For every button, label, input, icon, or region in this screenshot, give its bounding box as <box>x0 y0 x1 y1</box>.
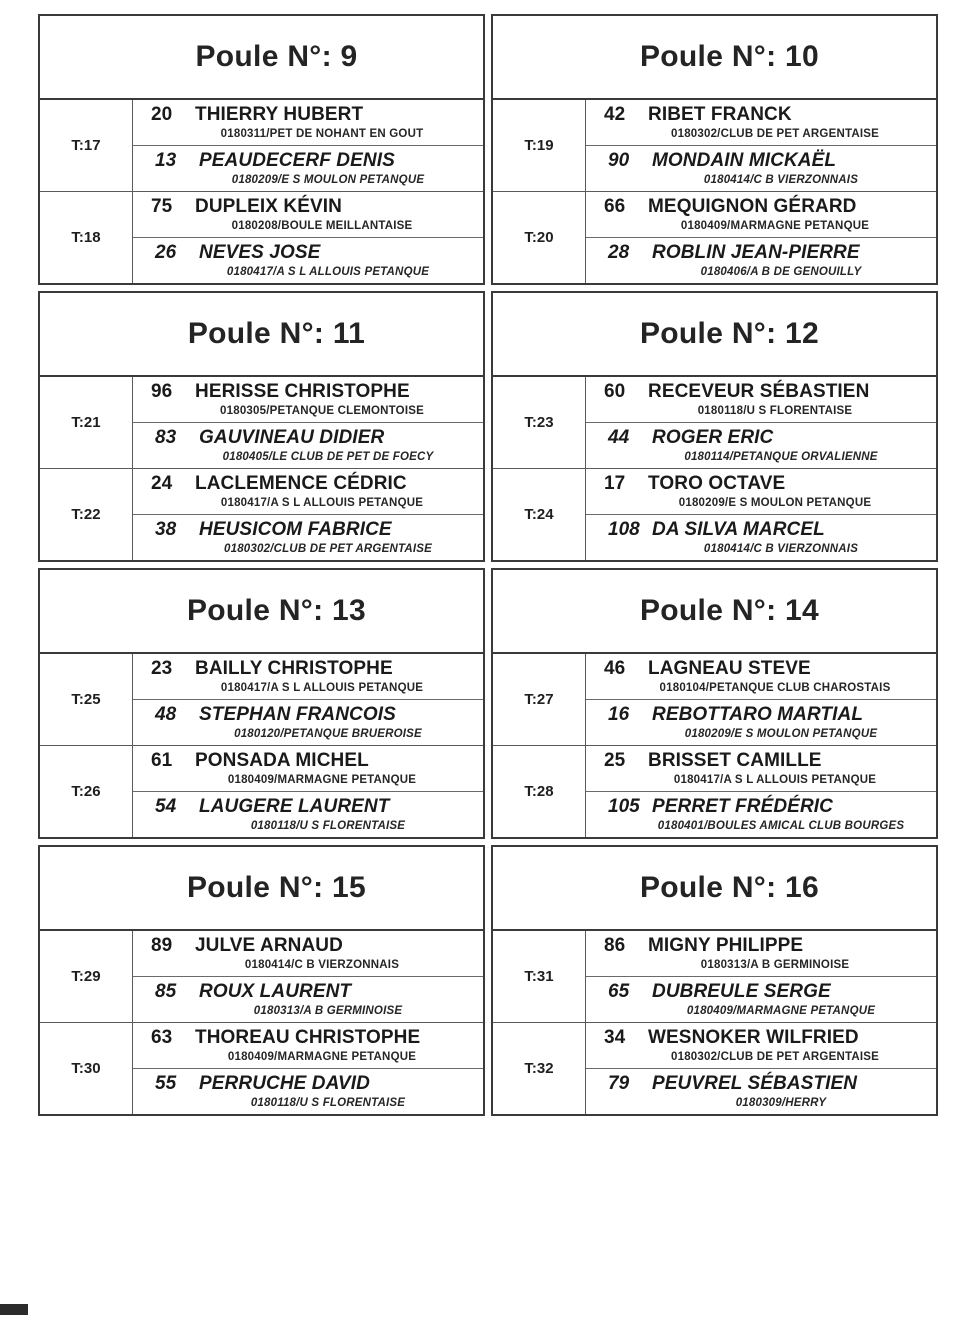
terrain-label: T:26 <box>71 783 101 800</box>
poule-body <box>40 100 483 283</box>
team-number: 61 <box>151 750 173 771</box>
team-player-name: DUPLEIX KÉVIN <box>195 196 342 217</box>
poule-block <box>491 14 938 285</box>
team-main-line <box>586 750 936 772</box>
terrain-block <box>40 654 483 746</box>
team-row <box>133 977 483 1022</box>
team-club: 0180417/A S L ALLOUIS PETANQUE <box>226 266 430 278</box>
terrain-cell <box>40 100 133 191</box>
poule-block <box>38 14 485 285</box>
team-player-name: PEUVREL SÉBASTIEN <box>652 1073 858 1094</box>
team-number: 16 <box>608 704 630 725</box>
poule-block <box>38 291 485 562</box>
poule-block <box>38 845 485 1116</box>
team-list <box>133 377 483 468</box>
poule-body <box>493 654 936 837</box>
team-club: 0180417/A S L ALLOUIS PETANQUE <box>673 774 877 786</box>
team-number: 20 <box>151 104 173 125</box>
team-number: 25 <box>604 750 626 771</box>
team-number: 90 <box>608 150 630 171</box>
team-list <box>133 654 483 745</box>
poule-title: Poule N°: 10 <box>640 40 819 73</box>
terrain-label: T:22 <box>71 506 101 523</box>
team-main-line <box>586 981 936 1003</box>
team-number: 28 <box>608 242 630 263</box>
team-player-name: THOREAU CHRISTOPHE <box>195 1027 421 1048</box>
terrain-block <box>40 469 483 560</box>
terrain-block <box>493 469 936 560</box>
team-number: 13 <box>155 150 177 171</box>
team-main-line <box>586 704 936 726</box>
team-row <box>133 931 483 977</box>
team-player-name: MEQUIGNON GÉRARD <box>648 196 857 217</box>
team-player-name: HERISSE CHRISTOPHE <box>195 381 410 402</box>
team-main-line <box>586 242 936 264</box>
terrain-block <box>40 931 483 1023</box>
team-number: 83 <box>155 427 177 448</box>
team-row <box>586 423 936 468</box>
team-club: 0180417/A S L ALLOUIS PETANQUE <box>220 682 424 694</box>
team-list <box>586 469 936 560</box>
team-player-name: RIBET FRANCK <box>648 104 792 125</box>
terrain-cell <box>40 1023 133 1114</box>
terrain-label: T:25 <box>71 691 101 708</box>
team-list <box>586 654 936 745</box>
poule-header <box>493 847 936 931</box>
team-club: 0180414/C B VIERZONNAIS <box>703 174 859 186</box>
team-main-line <box>133 519 483 541</box>
team-player-name: ROBLIN JEAN-PIERRE <box>652 242 860 263</box>
team-row <box>133 469 483 515</box>
team-player-name: PEAUDECERF DENIS <box>199 150 395 171</box>
team-main-line <box>586 196 936 218</box>
team-row <box>133 238 483 283</box>
team-club: 0180305/PETANQUE CLEMONTOISE <box>220 405 424 417</box>
poule-header <box>40 570 483 654</box>
team-club: 0180302/CLUB DE PET ARGENTAISE <box>224 543 432 555</box>
team-main-line <box>586 935 936 957</box>
team-row <box>586 238 936 283</box>
team-number: 38 <box>155 519 177 540</box>
team-main-line <box>133 150 483 172</box>
team-main-line <box>586 796 936 818</box>
terrain-block <box>493 100 936 192</box>
team-player-name: HEUSICOM FABRICE <box>199 519 392 540</box>
team-row <box>133 100 483 146</box>
team-player-name: DUBREULE SERGE <box>652 981 831 1002</box>
team-player-name: NEVES JOSE <box>199 242 321 263</box>
poule-header <box>493 293 936 377</box>
team-row <box>586 654 936 700</box>
team-row <box>133 1069 483 1114</box>
team-player-name: PERRUCHE DAVID <box>199 1073 371 1094</box>
team-player-name: MONDAIN MICKAËL <box>652 150 837 171</box>
terrain-label: T:27 <box>524 691 554 708</box>
team-club: 0180409/MARMAGNE PETANQUE <box>227 774 417 786</box>
team-row <box>586 100 936 146</box>
team-row <box>133 423 483 468</box>
poule-header <box>493 570 936 654</box>
poule-block <box>491 291 938 562</box>
team-club: 0180302/CLUB DE PET ARGENTAISE <box>671 1051 879 1063</box>
terrain-label: T:19 <box>524 137 554 154</box>
team-club: 0180409/MARMAGNE PETANQUE <box>227 1051 417 1063</box>
team-row <box>133 700 483 745</box>
team-club: 0180120/PETANQUE BRUEROISE <box>234 728 422 740</box>
poule-header <box>40 847 483 931</box>
team-number: 54 <box>155 796 177 817</box>
terrain-block <box>493 377 936 469</box>
team-club: 0180401/BOULES AMICAL CLUB BOURGES <box>657 820 905 832</box>
team-main-line <box>586 1027 936 1049</box>
team-player-name: REBOTTARO MARTIAL <box>652 704 864 725</box>
team-row <box>586 515 936 560</box>
poule-title: Poule N°: 12 <box>640 317 819 350</box>
terrain-label: T:18 <box>71 229 101 246</box>
terrain-block <box>493 931 936 1023</box>
team-main-line <box>133 1027 483 1049</box>
team-row <box>586 1069 936 1114</box>
team-list <box>586 192 936 283</box>
team-row <box>586 977 936 1022</box>
team-number: 96 <box>151 381 173 402</box>
poule-title: Poule N°: 14 <box>640 594 819 627</box>
poule-block <box>38 568 485 839</box>
terrain-label: T:29 <box>71 968 101 985</box>
team-main-line <box>133 704 483 726</box>
team-club: 0180114/PETANQUE ORVALIENNE <box>684 451 878 463</box>
terrain-cell <box>40 192 133 283</box>
team-club: 0180118/U S FLORENTAISE <box>250 1097 406 1109</box>
team-number: 75 <box>151 196 173 217</box>
scan-artifact-mark <box>0 1304 28 1315</box>
team-list <box>133 746 483 837</box>
team-row <box>133 792 483 837</box>
team-list <box>133 100 483 191</box>
poule-title: Poule N°: 9 <box>195 40 358 73</box>
team-club: 0180208/BOULE MEILLANTAISE <box>231 220 413 232</box>
poule-grid <box>38 14 926 1116</box>
poule-body <box>493 100 936 283</box>
team-number: 108 <box>608 519 640 540</box>
terrain-label: T:28 <box>524 783 554 800</box>
poule-body <box>493 377 936 560</box>
team-club: 0180311/PET DE NOHANT EN GOUT <box>220 128 424 140</box>
team-row <box>586 700 936 745</box>
team-number: 55 <box>155 1073 177 1094</box>
poule-body <box>40 931 483 1114</box>
poule-body <box>40 654 483 837</box>
terrain-block <box>40 100 483 192</box>
team-row <box>133 654 483 700</box>
team-row <box>133 146 483 191</box>
poule-header <box>40 293 483 377</box>
team-main-line <box>133 104 483 126</box>
team-club: 0180302/CLUB DE PET ARGENTAISE <box>671 128 879 140</box>
team-number: 23 <box>151 658 173 679</box>
team-main-line <box>586 473 936 495</box>
team-club: 0180406/A B DE GENOUILLY <box>700 266 862 278</box>
team-main-line <box>133 242 483 264</box>
team-player-name: JULVE ARNAUD <box>195 935 343 956</box>
team-number: 44 <box>608 427 630 448</box>
poule-body <box>493 931 936 1114</box>
team-list <box>586 931 936 1022</box>
team-club: 0180405/LE CLUB DE PET DE FOECY <box>222 451 434 463</box>
terrain-cell <box>493 931 586 1022</box>
team-club: 0180409/MARMAGNE PETANQUE <box>686 1005 876 1017</box>
team-player-name: DA SILVA MARCEL <box>652 519 825 540</box>
team-club: 0180309/HERRY <box>735 1097 827 1109</box>
team-list <box>586 100 936 191</box>
terrain-label: T:21 <box>71 414 101 431</box>
team-player-name: LAUGERE LAURENT <box>199 796 390 817</box>
team-main-line <box>133 796 483 818</box>
poule-title: Poule N°: 11 <box>187 317 366 350</box>
team-club: 0180209/E S MOULON PETANQUE <box>684 728 878 740</box>
terrain-block <box>40 192 483 283</box>
team-main-line <box>133 196 483 218</box>
team-player-name: ROUX LAURENT <box>199 981 352 1002</box>
terrain-block <box>493 746 936 837</box>
team-row <box>133 1023 483 1069</box>
terrain-cell <box>493 654 586 745</box>
team-number: 42 <box>604 104 626 125</box>
terrain-cell <box>40 654 133 745</box>
team-number: 66 <box>604 196 626 217</box>
team-player-name: LAGNEAU STEVE <box>648 658 811 679</box>
terrain-cell <box>493 746 586 837</box>
team-number: 85 <box>155 981 177 1002</box>
team-player-name: LACLEMENCE CÉDRIC <box>195 473 407 494</box>
team-number: 17 <box>604 473 626 494</box>
team-player-name: RECEVEUR SÉBASTIEN <box>648 381 870 402</box>
terrain-block <box>40 1023 483 1114</box>
terrain-cell <box>40 931 133 1022</box>
team-row <box>133 746 483 792</box>
team-club: 0180209/E S MOULON PETANQUE <box>678 497 872 509</box>
team-player-name: PONSADA MICHEL <box>195 750 369 771</box>
poule-title: Poule N°: 15 <box>187 871 366 904</box>
team-main-line <box>133 1073 483 1095</box>
team-player-name: THIERRY HUBERT <box>195 104 364 125</box>
team-list <box>133 192 483 283</box>
team-number: 26 <box>155 242 177 263</box>
team-player-name: ROGER ERIC <box>652 427 774 448</box>
team-row <box>586 146 936 191</box>
terrain-block <box>493 192 936 283</box>
team-row <box>586 792 936 837</box>
terrain-block <box>493 654 936 746</box>
team-player-name: BRISSET CAMILLE <box>648 750 822 771</box>
terrain-cell <box>493 1023 586 1114</box>
terrain-block <box>40 746 483 837</box>
team-number: 63 <box>151 1027 173 1048</box>
team-player-name: STEPHAN FRANCOIS <box>199 704 396 725</box>
team-row <box>133 515 483 560</box>
team-player-name: MIGNY PHILIPPE <box>648 935 804 956</box>
team-main-line <box>133 473 483 495</box>
team-player-name: GAUVINEAU DIDIER <box>199 427 385 448</box>
team-main-line <box>586 519 936 541</box>
team-number: 48 <box>155 704 177 725</box>
team-list <box>133 931 483 1022</box>
terrain-cell <box>493 192 586 283</box>
terrain-label: T:23 <box>524 414 554 431</box>
terrain-label: T:32 <box>524 1060 554 1077</box>
team-row <box>586 746 936 792</box>
team-main-line <box>586 1073 936 1095</box>
team-number: 86 <box>604 935 626 956</box>
terrain-label: T:24 <box>524 506 554 523</box>
poule-title: Poule N°: 16 <box>640 871 819 904</box>
team-player-name: TORO OCTAVE <box>648 473 786 494</box>
team-main-line <box>586 381 936 403</box>
team-list <box>586 746 936 837</box>
terrain-block <box>493 1023 936 1114</box>
terrain-cell <box>40 746 133 837</box>
team-player-name: WESNOKER WILFRIED <box>648 1027 859 1048</box>
team-club: 0180409/MARMAGNE PETANQUE <box>680 220 870 232</box>
poule-block <box>491 845 938 1116</box>
team-main-line <box>133 750 483 772</box>
team-row <box>586 931 936 977</box>
team-number: 60 <box>604 381 626 402</box>
terrain-label: T:20 <box>524 229 554 246</box>
team-row <box>586 192 936 238</box>
team-list <box>586 377 936 468</box>
terrain-cell <box>40 469 133 560</box>
poule-block <box>491 568 938 839</box>
team-number: 34 <box>604 1027 626 1048</box>
team-number: 24 <box>151 473 173 494</box>
terrain-cell <box>493 100 586 191</box>
terrain-label: T:30 <box>71 1060 101 1077</box>
team-main-line <box>586 150 936 172</box>
team-club: 0180417/A S L ALLOUIS PETANQUE <box>220 497 424 509</box>
terrain-cell <box>493 377 586 468</box>
team-row <box>133 192 483 238</box>
poule-header <box>40 16 483 100</box>
team-number: 79 <box>608 1073 630 1094</box>
poule-header <box>493 16 936 100</box>
team-club: 0180118/U S FLORENTAISE <box>250 820 406 832</box>
team-player-name: PERRET FRÉDÉRIC <box>652 796 833 817</box>
terrain-block <box>40 377 483 469</box>
poule-body <box>40 377 483 560</box>
team-list <box>133 469 483 560</box>
team-club: 0180209/E S MOULON PETANQUE <box>231 174 425 186</box>
team-main-line <box>133 381 483 403</box>
team-main-line <box>586 658 936 680</box>
terrain-label: T:17 <box>71 137 101 154</box>
team-player-name: BAILLY CHRISTOPHE <box>195 658 393 679</box>
team-number: 46 <box>604 658 626 679</box>
terrain-cell <box>40 377 133 468</box>
poule-title: Poule N°: 13 <box>187 594 366 627</box>
team-main-line <box>133 935 483 957</box>
team-number: 105 <box>608 796 640 817</box>
team-club: 0180313/A B GERMINOISE <box>253 1005 403 1017</box>
team-club: 0180104/PETANQUE CLUB CHAROSTAIS <box>659 682 891 694</box>
team-list <box>133 1023 483 1114</box>
terrain-label: T:31 <box>524 968 554 985</box>
team-main-line <box>133 658 483 680</box>
team-number: 65 <box>608 981 630 1002</box>
team-club: 0180414/C B VIERZONNAIS <box>244 959 400 971</box>
team-main-line <box>133 981 483 1003</box>
team-list <box>586 1023 936 1114</box>
team-row <box>586 469 936 515</box>
team-main-line <box>586 427 936 449</box>
team-main-line <box>586 104 936 126</box>
team-row <box>586 1023 936 1069</box>
team-club: 0180414/C B VIERZONNAIS <box>703 543 859 555</box>
terrain-cell <box>493 469 586 560</box>
team-club: 0180313/A B GERMINOISE <box>700 959 850 971</box>
team-club: 0180118/U S FLORENTAISE <box>697 405 853 417</box>
team-main-line <box>133 427 483 449</box>
team-row <box>133 377 483 423</box>
team-row <box>586 377 936 423</box>
team-number: 89 <box>151 935 173 956</box>
